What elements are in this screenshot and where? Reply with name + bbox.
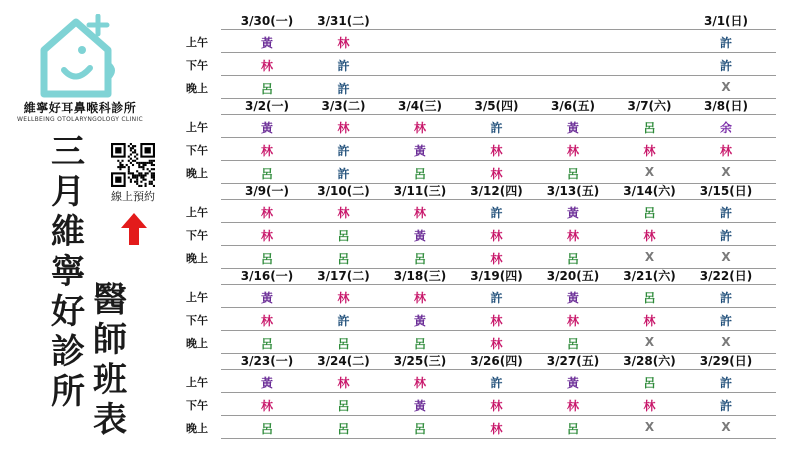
- doctor-cell: 林: [413, 291, 426, 305]
- doctor-cell: 呂: [643, 376, 656, 390]
- qr-code-icon[interactable]: [111, 143, 155, 187]
- date-header: 3/16(一): [240, 269, 294, 283]
- doctor-cell: 呂: [337, 422, 350, 436]
- week-block: [186, 265, 776, 350]
- doctor-cell: 呂: [566, 422, 579, 436]
- schedule-row-pm: [186, 53, 776, 76]
- title-char: 診: [51, 332, 85, 372]
- date-header: 3/19(四): [470, 269, 523, 283]
- doctor-cell: X: [721, 335, 731, 349]
- doctor-cell: 黃: [413, 399, 426, 413]
- doctor-cell: 林: [413, 121, 426, 135]
- date-header: 3/21(六): [623, 269, 676, 283]
- arrow-up-icon: [120, 212, 148, 246]
- slot-label: 下午: [186, 399, 208, 412]
- doctor-cell: 林: [337, 121, 350, 135]
- doctor-cell: 林: [490, 314, 503, 328]
- doctor-cell: X: [644, 250, 655, 264]
- online-booking-label: 線上預約: [111, 190, 155, 203]
- doctor-cell: 許: [719, 229, 732, 243]
- date-header: 3/22(日): [699, 269, 753, 283]
- date-header: 3/18(三): [393, 269, 447, 283]
- page-subtitle: [90, 280, 130, 440]
- date-header: 3/15(日): [699, 184, 753, 198]
- doctor-cell: 呂: [260, 252, 273, 266]
- week-block: [186, 350, 776, 435]
- doctor-cell: 許: [719, 291, 732, 305]
- date-header: 3/12(四): [470, 184, 523, 198]
- doctor-cell: 黃: [566, 206, 579, 220]
- title-char: 表: [93, 400, 127, 440]
- doctor-cell: 林: [643, 399, 656, 413]
- doctor-cell: 許: [337, 59, 350, 73]
- doctor-cell: 呂: [643, 206, 656, 220]
- doctor-cell: 呂: [260, 82, 273, 96]
- schedule-row-pm: [186, 138, 776, 161]
- schedule-row-pm: [186, 308, 776, 331]
- doctor-cell: 黃: [413, 144, 426, 158]
- slot-label: 上午: [186, 206, 208, 219]
- doctor-cell: 黃: [260, 291, 273, 305]
- doctor-cell: 林: [566, 229, 579, 243]
- doctor-cell: 黃: [566, 291, 579, 305]
- clinic-name: 維寧好耳鼻喉科診所: [23, 101, 137, 115]
- doctor-cell: 呂: [643, 121, 656, 135]
- doctor-cell: 林: [490, 167, 503, 181]
- doctor-cell: 呂: [260, 422, 273, 436]
- date-row: [186, 265, 776, 284]
- doctor-cell: 林: [413, 376, 426, 390]
- slot-label: 下午: [186, 314, 208, 327]
- doctor-cell: 林: [490, 229, 503, 243]
- date-header: 3/2(一): [244, 99, 290, 113]
- schedule-row-am: [186, 284, 776, 308]
- doctor-cell: 林: [260, 144, 273, 158]
- date-header: 3/11(三): [393, 184, 447, 198]
- date-header: 3/29(日): [699, 354, 753, 368]
- slot-label: 上午: [186, 376, 208, 389]
- date-header: 3/27(五): [546, 354, 600, 368]
- date-header: 3/24(二): [317, 354, 370, 368]
- schedule-row-am: [186, 29, 776, 53]
- slot-label: 上午: [186, 291, 208, 304]
- date-header: 3/7(六): [627, 99, 672, 113]
- schedule-table: [186, 10, 776, 435]
- title-char: 醫: [93, 280, 127, 320]
- doctor-cell: 呂: [337, 229, 350, 243]
- slot-label: 晚上: [186, 422, 208, 435]
- date-header: 3/14(六): [623, 184, 676, 198]
- date-header: 3/13(五): [546, 184, 600, 198]
- doctor-cell: 黃: [260, 121, 273, 135]
- doctor-cell: 呂: [260, 167, 273, 181]
- doctor-cell: 許: [719, 206, 732, 220]
- doctor-cell: 許: [719, 314, 732, 328]
- doctor-cell: 許: [337, 82, 350, 96]
- doctor-cell: 林: [260, 399, 273, 413]
- doctor-cell: 許: [719, 376, 732, 390]
- doctor-cell: 林: [260, 314, 273, 328]
- doctor-cell: X: [644, 420, 655, 434]
- date-header: 3/10(二): [317, 184, 370, 198]
- doctor-cell: 林: [643, 144, 656, 158]
- schedule-row-am: [186, 114, 776, 138]
- doctor-cell: 呂: [413, 422, 426, 436]
- doctor-cell: 林: [337, 36, 350, 50]
- doctor-cell: 呂: [566, 337, 579, 351]
- doctor-cell: 呂: [337, 399, 350, 413]
- date-header: 3/31(二): [317, 14, 370, 28]
- clinic-name-en: WELLBEING OTOLARYNGOLOGY CLINIC: [17, 116, 143, 123]
- date-header: 3/9(一): [244, 184, 290, 198]
- doctor-cell: 余: [719, 121, 732, 135]
- schedule-row-eve: [186, 416, 776, 439]
- doctor-cell: 林: [490, 399, 503, 413]
- week-block: [186, 95, 776, 180]
- doctor-cell: 林: [260, 59, 273, 73]
- date-header: 3/6(五): [550, 99, 596, 113]
- slot-label: 下午: [186, 229, 208, 242]
- doctor-cell: 許: [490, 291, 503, 305]
- title-char: 師: [93, 320, 127, 360]
- slot-label: 晚上: [186, 167, 208, 180]
- date-header: 3/3(二): [321, 99, 366, 113]
- doctor-cell: 許: [337, 144, 350, 158]
- doctor-cell: 林: [337, 291, 350, 305]
- schedule-row-pm: [186, 223, 776, 246]
- slot-label: 晚上: [186, 82, 208, 95]
- schedule-row-pm: [186, 393, 776, 416]
- doctor-cell: 許: [719, 59, 732, 73]
- doctor-cell: 林: [566, 314, 579, 328]
- doctor-cell: 黃: [566, 121, 579, 135]
- doctor-cell: X: [721, 420, 731, 434]
- doctor-cell: 林: [413, 206, 426, 220]
- doctor-cell: 呂: [566, 252, 579, 266]
- title-char: 維: [51, 212, 85, 252]
- doctor-cell: 黃: [413, 229, 426, 243]
- title-char: 寧: [51, 252, 85, 292]
- schedule-row-am: [186, 199, 776, 223]
- title-char: 所: [51, 372, 85, 412]
- doctor-cell: 許: [719, 399, 732, 413]
- date-row: [186, 95, 776, 114]
- date-header: 3/17(二): [317, 269, 370, 283]
- doctor-cell: 許: [337, 167, 350, 181]
- date-header: 3/20(五): [546, 269, 600, 283]
- date-row: [186, 350, 776, 369]
- doctor-cell: 林: [260, 229, 273, 243]
- clinic-logo: [38, 14, 118, 100]
- slot-label: 上午: [186, 36, 208, 49]
- slot-label: 下午: [186, 144, 208, 157]
- doctor-cell: 林: [490, 422, 503, 436]
- date-header: 3/1(日): [703, 14, 749, 28]
- date-header: 3/5(四): [474, 99, 519, 113]
- doctor-cell: 呂: [643, 291, 656, 305]
- doctor-cell: 呂: [337, 337, 350, 351]
- doctor-cell: 呂: [260, 337, 273, 351]
- doctor-cell: 林: [490, 144, 503, 158]
- doctor-cell: 呂: [413, 167, 426, 181]
- doctor-cell: 黃: [566, 376, 579, 390]
- schedule-row-am: [186, 369, 776, 393]
- date-header: 3/25(三): [393, 354, 447, 368]
- doctor-cell: X: [721, 80, 731, 94]
- doctor-cell: 黃: [413, 314, 426, 328]
- slot-label: 下午: [186, 59, 208, 72]
- date-header: 3/30(一): [240, 14, 294, 28]
- title-char: 三: [51, 132, 85, 172]
- doctor-cell: X: [644, 165, 655, 179]
- week-block: [186, 10, 776, 95]
- doctor-cell: X: [644, 335, 655, 349]
- doctor-cell: 許: [719, 36, 732, 50]
- doctor-cell: 林: [643, 229, 656, 243]
- title-char: 月: [51, 172, 85, 212]
- doctor-cell: 林: [490, 252, 503, 266]
- doctor-cell: 林: [260, 206, 273, 220]
- doctor-cell: 林: [566, 399, 579, 413]
- date-row: [186, 10, 776, 29]
- doctor-cell: 呂: [413, 252, 426, 266]
- doctor-cell: 林: [566, 144, 579, 158]
- doctor-cell: 林: [643, 314, 656, 328]
- date-header: 3/28(六): [623, 354, 676, 368]
- page-title: [48, 132, 88, 412]
- title-char: 好: [51, 292, 85, 332]
- doctor-cell: 許: [490, 121, 503, 135]
- doctor-cell: X: [721, 250, 731, 264]
- slot-label: 晚上: [186, 252, 208, 265]
- doctor-cell: 許: [337, 314, 350, 328]
- doctor-cell: X: [721, 165, 731, 179]
- doctor-cell: 林: [337, 376, 350, 390]
- date-header: 3/26(四): [470, 354, 523, 368]
- date-header: 3/8(日): [703, 99, 749, 113]
- doctor-cell: 許: [490, 376, 503, 390]
- doctor-cell: 黃: [260, 376, 273, 390]
- doctor-cell: 呂: [566, 167, 579, 181]
- doctor-cell: 林: [337, 206, 350, 220]
- date-header: 3/23(一): [240, 354, 294, 368]
- doctor-cell: 林: [719, 144, 732, 158]
- date-header: 3/4(三): [397, 99, 443, 113]
- doctor-cell: 呂: [413, 337, 426, 351]
- slot-label: 晚上: [186, 337, 208, 350]
- logo-smile-icon: [64, 68, 90, 77]
- week-block: [186, 180, 776, 265]
- doctor-cell: 黃: [260, 36, 273, 50]
- date-row: [186, 180, 776, 199]
- doctor-cell: 林: [490, 337, 503, 351]
- doctor-cell: 許: [490, 206, 503, 220]
- title-char: 班: [93, 360, 127, 400]
- doctor-cell: 呂: [337, 252, 350, 266]
- slot-label: 上午: [186, 121, 208, 134]
